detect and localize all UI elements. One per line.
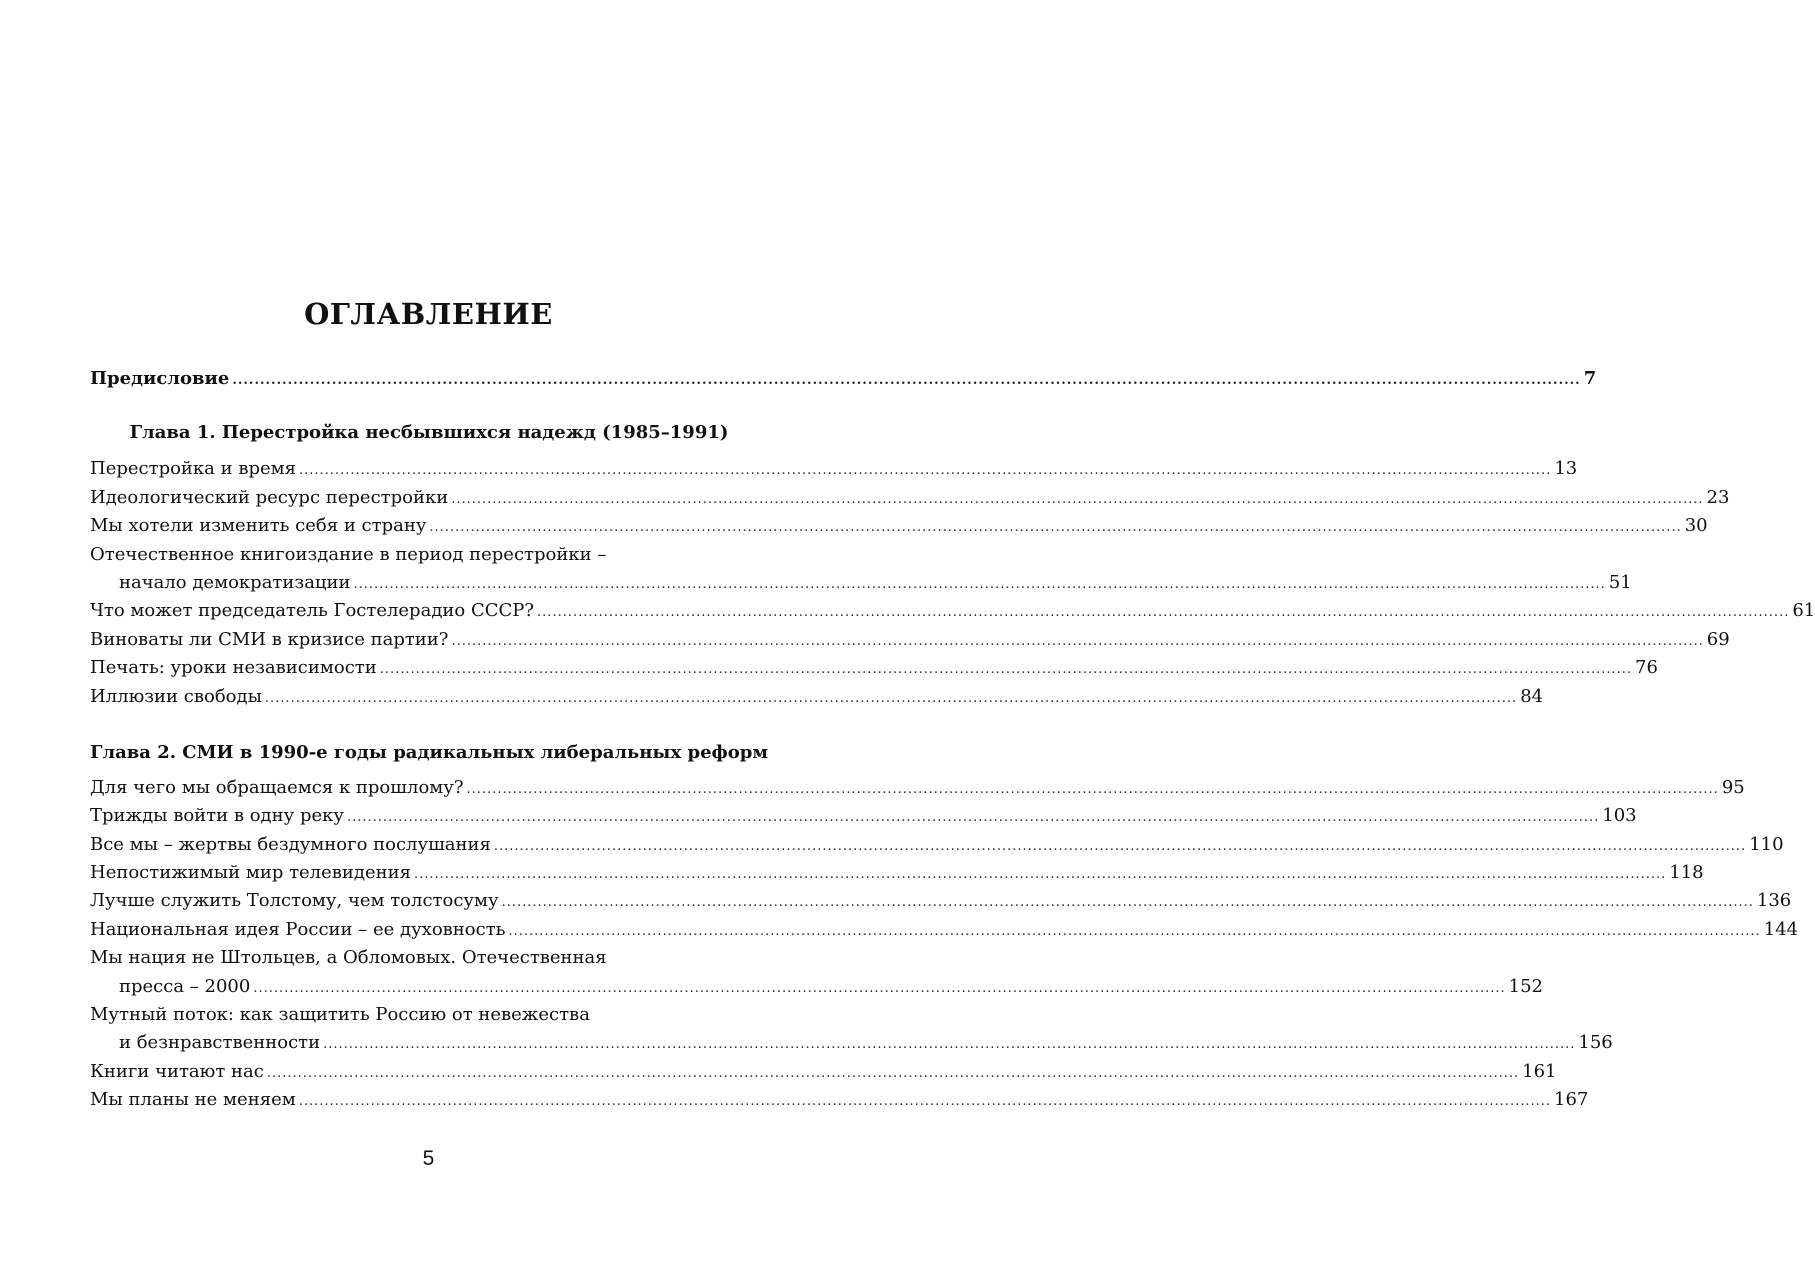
toc-entry-title: Для чего мы обращаемся к прошлому? <box>90 776 464 798</box>
toc-entry <box>90 774 1745 802</box>
dot-leader <box>265 685 1517 713</box>
toc-entry <box>90 802 1637 830</box>
toc-entry-page: 144 <box>1763 918 1799 940</box>
toc-entry <box>90 916 1799 944</box>
dot-leader <box>467 776 1719 804</box>
toc-entry-title: Идеологический ресурс перестройки <box>90 486 449 508</box>
dot-leader <box>494 833 1746 861</box>
toc-entry-title: пресса – 2000 <box>119 975 251 997</box>
page-title: ОГЛАВЛЕНИЕ <box>304 297 553 331</box>
dot-leader <box>253 975 1505 1003</box>
toc-entry-title-line1: Мы нация не Штольцев, а Обломовых. Отечественная <box>90 947 607 969</box>
toc-entry-title-line1: Отечественное книгоиздание в период перестройки – <box>90 543 607 565</box>
toc-entry-page: 69 <box>1706 628 1730 650</box>
toc-entry-page: 156 <box>1578 1032 1613 1054</box>
toc-entry <box>90 1029 1613 1057</box>
toc-entry-title: Национальная идея России – ее духовность <box>90 918 506 940</box>
dot-leader <box>451 628 1703 656</box>
toc-entry-title-line1: Мутный поток: как защитить Россию от невежества <box>90 1004 590 1026</box>
toc-entry <box>90 887 1792 915</box>
chapter-heading: Глава 2. СМИ в 1990-е годы радикальных либеральных реформ <box>90 741 768 763</box>
toc-entry-title: и безнравственности <box>119 1032 321 1054</box>
toc-entry <box>90 859 1704 887</box>
dot-leader <box>508 918 1760 946</box>
toc-entry-title: Все мы – жертвы бездумного послушания <box>90 833 491 855</box>
toc-entry-title: Виноваты ли СМИ в кризисе партии? <box>90 628 449 650</box>
toc-entry-title: Мы хотели изменить себя и страну <box>90 515 427 537</box>
dot-leader <box>299 457 1551 485</box>
dot-leader <box>537 599 1789 627</box>
toc-entry-page: 76 <box>1635 657 1658 679</box>
dot-leader <box>347 804 1599 832</box>
dot-leader <box>267 1060 1519 1088</box>
toc-entry-page: 30 <box>1684 515 1708 537</box>
toc-entry-page: 23 <box>1706 486 1730 508</box>
dot-leader <box>323 1031 1575 1059</box>
toc-entry <box>90 1086 1589 1114</box>
toc-entry <box>90 626 1730 654</box>
dot-leader <box>502 889 1754 917</box>
toc-entry <box>90 1058 1557 1086</box>
toc-entry-page: 84 <box>1520 685 1544 707</box>
toc-entry-title: Мы планы не меняем <box>90 1089 296 1111</box>
dot-leader <box>414 861 1666 889</box>
toc-entry-preface <box>90 365 1597 393</box>
table-of-contents <box>90 365 1815 1115</box>
toc-entry <box>90 569 1632 597</box>
toc-entry-title: Лучше служить Толстому, чем толстосуму <box>90 890 499 912</box>
toc-entry-page: 61 <box>1792 600 1815 622</box>
toc-entry-title: Непостижимый мир телевидения <box>90 862 411 884</box>
page-number: 5 <box>422 1147 435 1170</box>
toc-entry-title: Печать: уроки независимости <box>90 657 377 679</box>
toc-entry-title: Трижды войти в одну реку <box>90 805 344 827</box>
dot-leader <box>232 367 1580 395</box>
toc-entry-title: Предисловие <box>90 368 230 389</box>
toc-entry-page: 152 <box>1508 975 1543 997</box>
toc-entry-page: 118 <box>1669 862 1704 884</box>
toc-entry <box>90 831 1784 859</box>
toc-entry-page: 51 <box>1608 571 1632 593</box>
toc-entry <box>90 654 1658 682</box>
toc-entry-page: 161 <box>1522 1060 1557 1082</box>
dot-leader <box>451 486 1703 514</box>
dot-leader <box>429 514 1681 542</box>
toc-entry <box>90 455 1578 483</box>
chapter-heading: Глава 1. Перестройка несбывшихся надежд (1985–1991) <box>129 422 729 444</box>
toc-entry <box>90 683 1544 711</box>
dot-leader <box>380 656 1632 684</box>
toc-entry-title: начало демократизации <box>119 571 351 593</box>
toc-entry-title: Перестройка и время <box>90 458 297 480</box>
toc-entry-title: Книги читают нас <box>90 1060 264 1082</box>
toc-entry-page: 95 <box>1721 776 1745 798</box>
toc-entry-page: 110 <box>1749 833 1784 855</box>
dot-leader <box>354 571 1606 599</box>
toc-entry <box>90 597 1815 625</box>
toc-entry <box>90 512 1708 540</box>
toc-entry-page: 167 <box>1554 1089 1589 1111</box>
toc-entry-page: 13 <box>1554 458 1578 480</box>
toc-entry-title: Иллюзии свободы <box>90 685 262 707</box>
toc-entry-page: 136 <box>1756 890 1792 912</box>
toc-entry <box>90 484 1730 512</box>
dot-leader <box>299 1088 1551 1116</box>
toc-entry-page: 7 <box>1583 368 1597 389</box>
toc-entry-page: 103 <box>1602 805 1637 827</box>
toc-entry-title: Что может председатель Гостелерадио СССР? <box>90 600 535 622</box>
toc-entry <box>90 973 1543 1001</box>
